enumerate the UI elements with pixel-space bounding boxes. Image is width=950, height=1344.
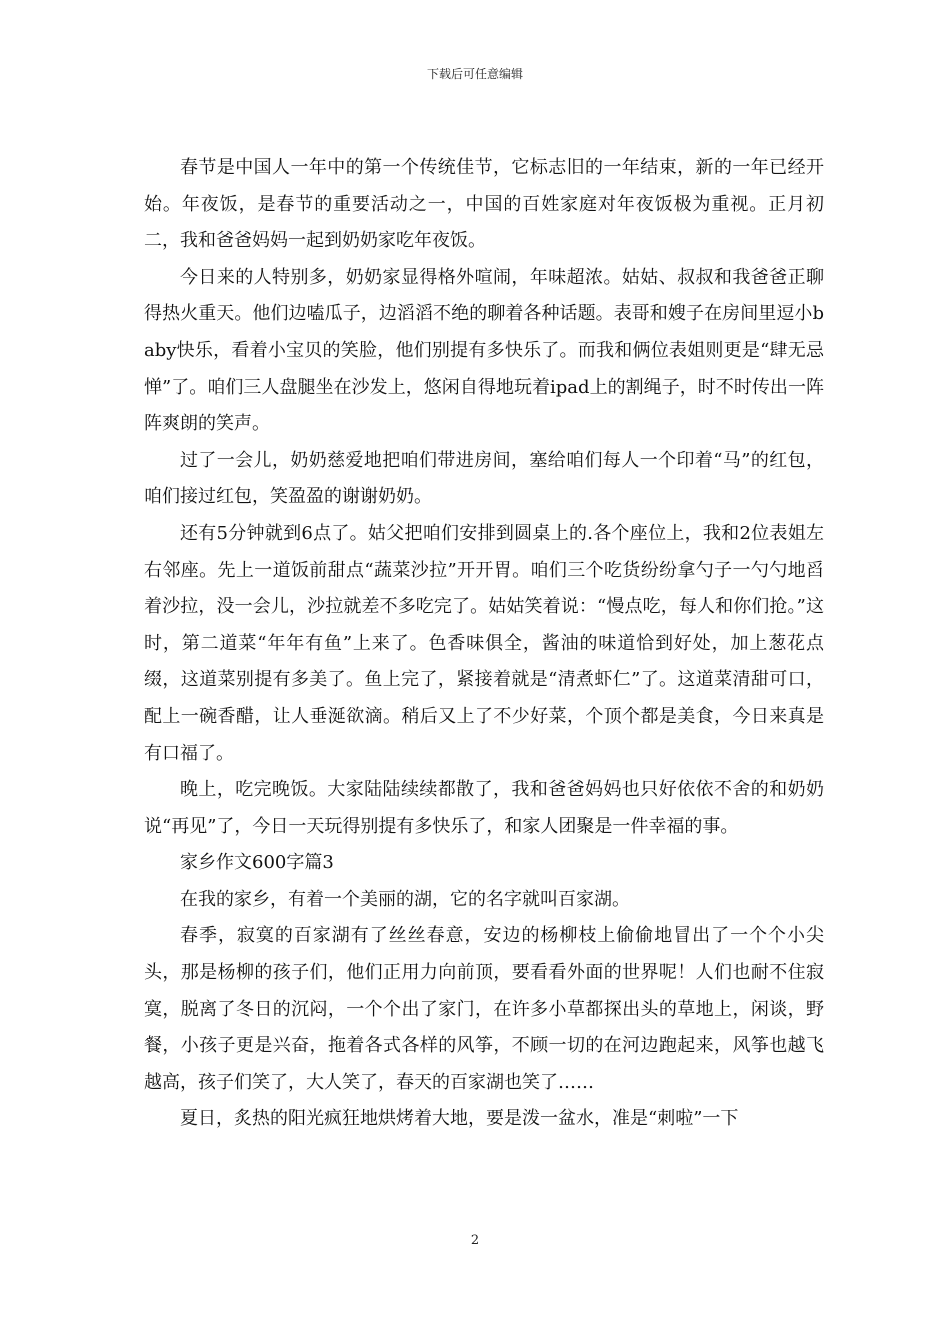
paragraph: 春季，寂寞的百家湖有了丝丝春意，安边的杨柳枝上偷偷地冒出了一个个小尖头，那是杨柳的孩子们，他们正用力向前顶，要看看外面的世界呢！人们也耐不住寂寞，脱离了冬日的沉闷，一个个出了家门，在许多小草都探出头的草地上，闲谈，野餐，小孩子更是兴奋，拖着各式各样的风筝，不顾一切的在河边跑起来，风筝也越飞越高，孩子们笑了，大人笑了，春天的百家湖也笑了…… <box>144 925 824 1093</box>
section-title: 家乡作文600字篇3 <box>180 852 334 874</box>
paragraph: 晚上，吃完晚饭。大家陆陆续续都散了，我和爸爸妈妈也只好依依不舍的和奶奶说“再见”了，今日一天玩得别提有多快乐了，和家人团聚是一件幸福的事。 <box>144 779 824 837</box>
paragraph: 今日来的人特别多，奶奶家显得格外喧闹，年味超浓。姑姑、叔叔和我爸爸正聊得热火重天。他们边嗑瓜子，边滔滔不绝的聊着各种话题。表哥和嫂子在房间里逗小baby快乐，看着小宝贝的笑脸，他们别提有多快乐了。而我和俩位表姐则更是“肆无忌惮”了。咱们三人盘腿坐在沙发上，悠闲自得地玩着ipad上的割绳子，时不时传出一阵阵爽朗的笑声。 <box>144 266 824 435</box>
paragraph: 过了一会儿，奶奶慈爱地把咱们带进房间，塞给咱们每人一个印着“马”的红包，咱们接过红包，笑盈盈的谢谢奶奶。 <box>144 449 824 508</box>
paragraph: 还有5分钟就到6点了。姑父把咱们安排到圆桌上的.各个座位上，我和2位表姐左右邻座。先上一道饭前甜点“蔬菜沙拉”开开胃。咱们三个吃货纷纷拿勺子一勺勺地舀着沙拉，没一会儿，沙拉就差不多吃完了。姑姑笑着说：“慢点吃，每人和你们抢。”这时，第二道菜“年年有鱼”上来了。色香味俱全，酱油的味道恰到好处，加上葱花点缀，这道菜别提有多美了。鱼上完了，紧接着就是“清煮虾仁”了。这道菜清甜可口，配上一碗香醋，让人垂涎欲滴。稍后又上了不少好菜，个顶个都是美食，今日来真是有口福了。 <box>144 522 824 764</box>
paragraph: 在我的家乡，有着一个美丽的湖，它的名字就叫百家湖。 <box>180 888 630 910</box>
paragraph: 夏日，炙热的阳光疯狂地烘烤着大地，要是泼一盆水，准是“刺啦”一下 <box>180 1108 739 1130</box>
page-header: 下载后可任意编辑 <box>426 67 523 81</box>
paragraph: 春节是中国人一年中的第一个传统佳节，它标志旧的一年结束，新的一年已经开始。年夜饭，是春节的重要活动之一，中国的百姓家庭对年夜饭极为重视。正月初二，我和爸爸妈妈一起到奶奶家吃年夜饭。 <box>144 157 824 252</box>
page-number: 2 <box>470 1233 480 1248</box>
document-body <box>144 150 824 1138</box>
